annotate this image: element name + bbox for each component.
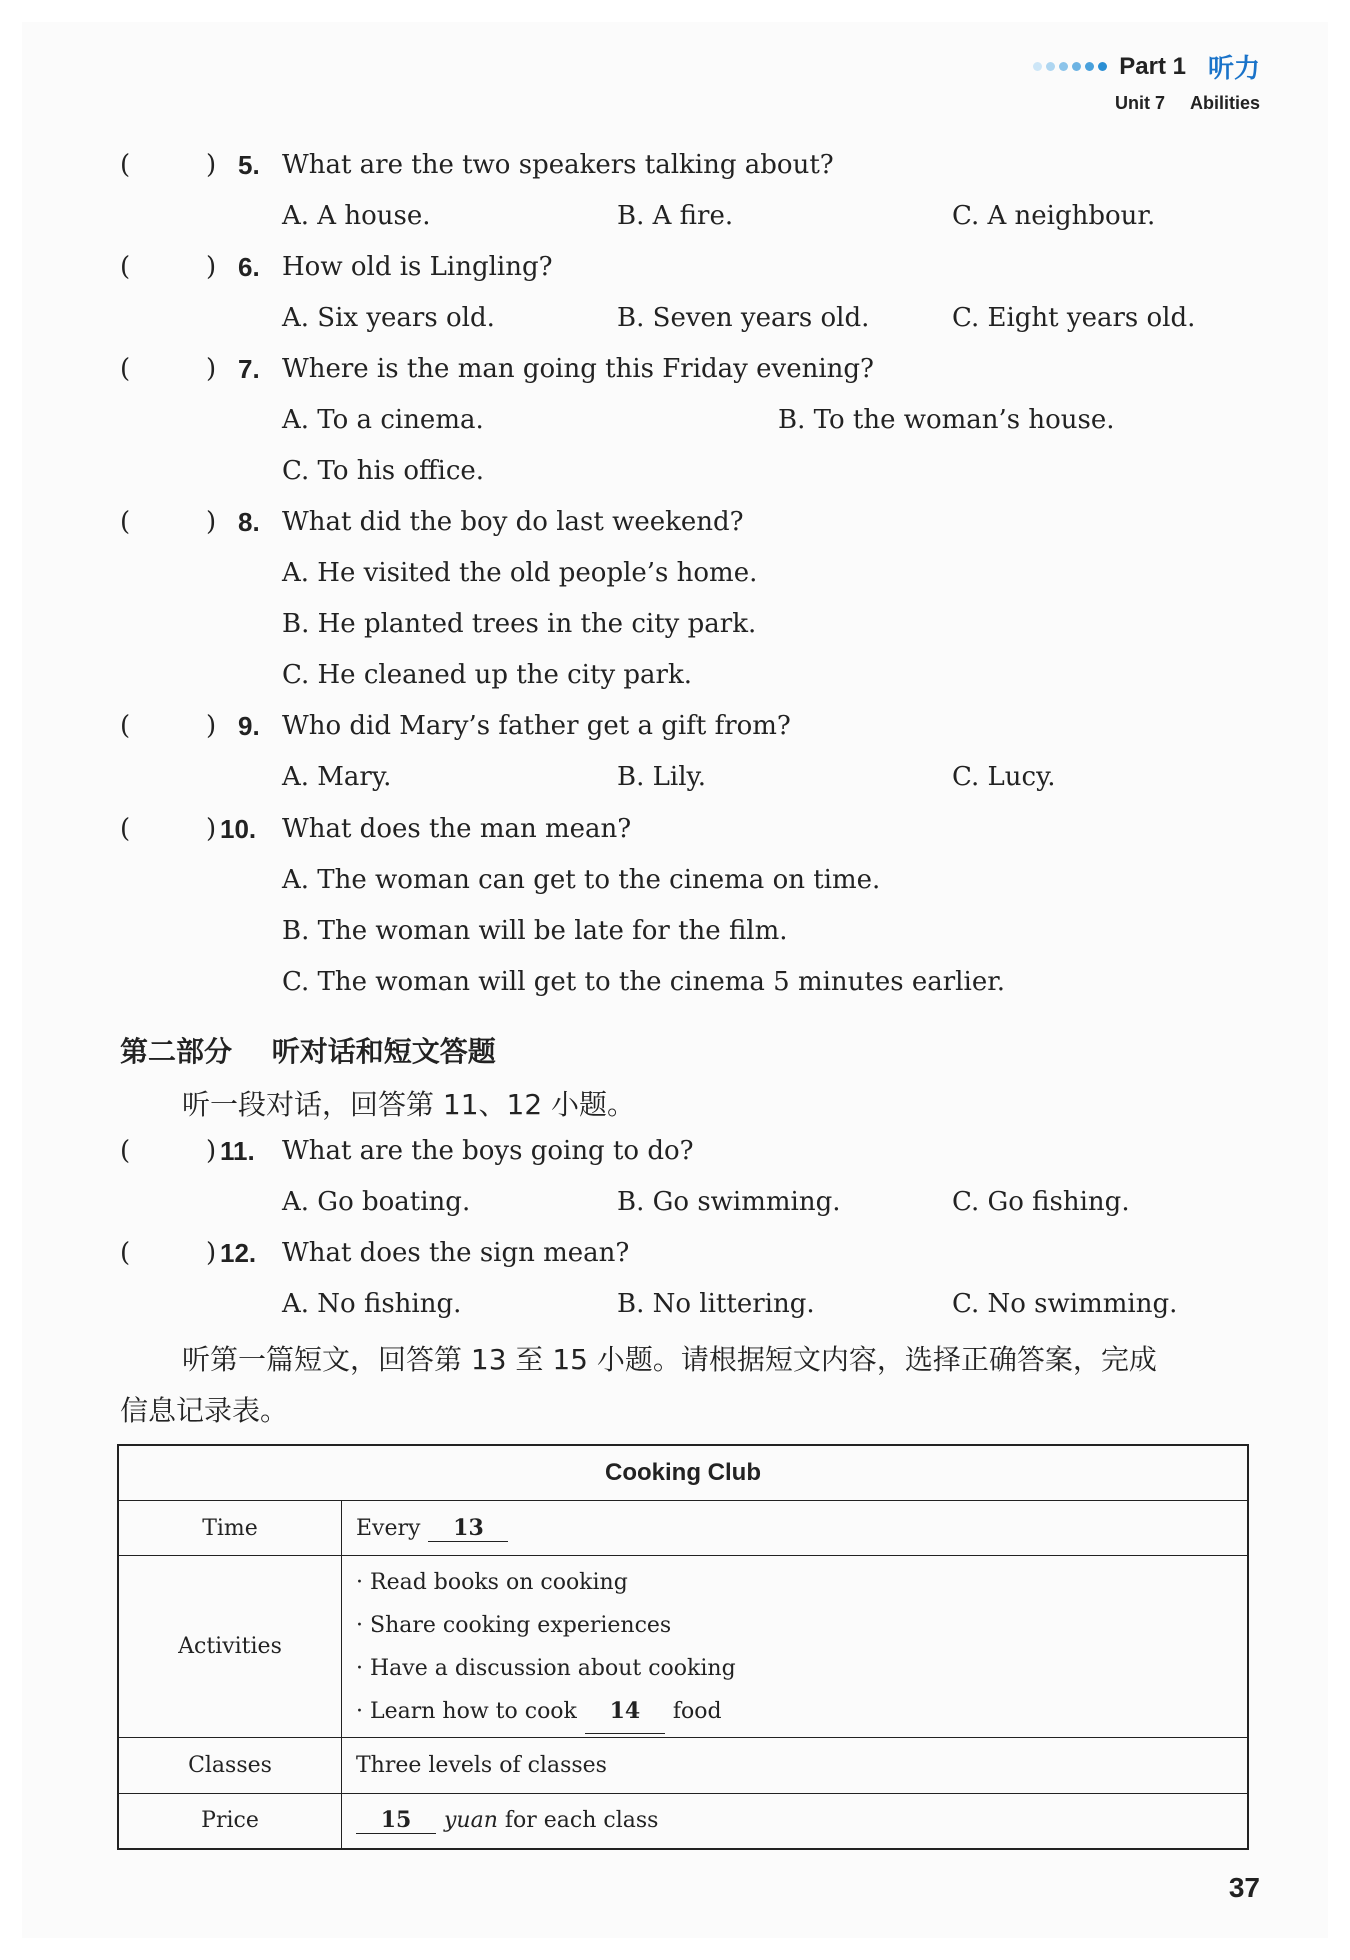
unit-title: Abilities [1189,93,1260,113]
dot-icon [1085,62,1094,71]
option-b: B. He planted trees in the city park. [282,609,757,639]
dot-icon [1059,62,1068,71]
question-number: 8. [238,507,260,537]
answer-bracket[interactable]: ( ) [120,1136,217,1166]
option-b: B. Lily. [617,762,707,792]
option-c: C. He cleaned up the city park. [282,660,692,690]
option-c: C. A neighbour. [952,201,1156,231]
dot-icon [1033,62,1042,71]
answer-bracket[interactable]: ( ) [120,507,217,537]
yuan-unit: yuan [444,1808,498,1834]
question-number: 12. [220,1238,257,1268]
section-heading: 听对话和短文答题 [271,1035,496,1068]
option-c: C. Go fishing. [952,1187,1130,1217]
time-prefix: Every [356,1515,421,1541]
activity-item: · Learn how to cook 14 food [356,1690,1233,1733]
answer-bracket[interactable]: ( ) [120,252,217,282]
question-stem: What are the boys going to do? [282,1136,694,1166]
option-a: A. Go boating. [282,1187,471,1217]
question-number: 11. [220,1136,255,1166]
price-suffix: for each class [504,1808,659,1834]
option-c: C. Eight years old. [952,303,1196,333]
listening-label: 听力 [1207,54,1260,84]
running-header [1033,48,1260,114]
question-number: 5. [238,150,260,180]
question-stem: Who did Mary’s father get a gift from? [282,711,791,741]
blank-13[interactable]: 13 [428,1515,508,1542]
time-value [342,1501,1249,1556]
dot-icon [1098,62,1107,71]
question-number: 9. [238,711,260,741]
option-c: C. No swimming. [952,1289,1178,1319]
answer-bracket[interactable]: ( ) [120,814,217,844]
option-b: B. A fire. [617,201,734,231]
dot-icon [1072,62,1081,71]
instruction-1: 听一段对话，回答第 11、12 小题。 [182,1088,636,1121]
question-number: 6. [238,252,260,282]
option-c: C. Lucy. [952,762,1056,792]
option-a: A. Mary. [282,762,392,792]
option-a: A. No fishing. [282,1289,462,1319]
question-stem: What does the sign mean? [282,1238,630,1268]
option-a: A. To a cinema. [282,405,484,435]
part-label: Part 1 [1119,52,1186,80]
option-b: B. Go swimming. [617,1187,841,1217]
option-b: B. Seven years old. [617,303,870,333]
activities-list [342,1556,1249,1738]
option-a: A. He visited the old people’s home. [282,558,758,588]
answer-bracket[interactable]: ( ) [120,150,217,180]
option-b: B. No littering. [617,1289,815,1319]
activity-item: · Have a discussion about cooking [356,1655,736,1681]
answer-bracket[interactable]: ( ) [120,1238,217,1268]
table-title: Cooking Club [118,1445,1248,1501]
section-label: 第二部分 [120,1035,233,1068]
blank-14[interactable]: 14 [585,1690,665,1734]
option-b: B. The woman will be late for the film. [282,916,788,946]
price-label: Price [118,1794,342,1849]
instruction-2-cont: 信息记录表。 [120,1394,289,1427]
unit-label: Unit 7 [1114,93,1165,113]
answer-bracket[interactable]: ( ) [120,711,217,741]
activities-label: Activities [118,1556,342,1738]
activity-item: · Read books on cooking [356,1569,628,1595]
instruction-2: 听第一篇短文，回答第 13 至 15 小题。请根据短文内容，选择正确答案，完成 [182,1343,1157,1376]
price-value [342,1794,1249,1849]
question-number: 10. [220,814,257,844]
decorative-dots [1033,62,1107,71]
time-label: Time [118,1501,342,1556]
question-stem: What does the man mean? [282,814,632,844]
dot-icon [1046,62,1055,71]
question-number: 7. [238,354,260,384]
page-number: 37 [1228,1872,1260,1903]
info-record-table [117,1444,1249,1850]
option-c: C. The woman will get to the cinema 5 minutes earlier. [282,967,1006,997]
section-title [120,1030,496,1070]
answer-bracket[interactable]: ( ) [120,354,217,384]
question-stem: What are the two speakers talking about? [282,150,834,180]
question-stem: How old is Lingling? [282,252,553,282]
option-a: A. The woman can get to the cinema on time. [282,865,881,895]
option-b: B. To the woman’s house. [778,405,1115,435]
option-c: C. To his office. [282,456,485,486]
option-a: A. A house. [282,201,431,231]
classes-label: Classes [118,1738,342,1794]
question-stem: What did the boy do last weekend? [282,507,744,537]
blank-15[interactable]: 15 [356,1807,436,1834]
question-stem: Where is the man going this Friday evening? [282,354,874,384]
classes-value: Three levels of classes [342,1738,1249,1794]
option-a: A. Six years old. [282,303,495,333]
activity-item: · Share cooking experiences [356,1612,672,1638]
